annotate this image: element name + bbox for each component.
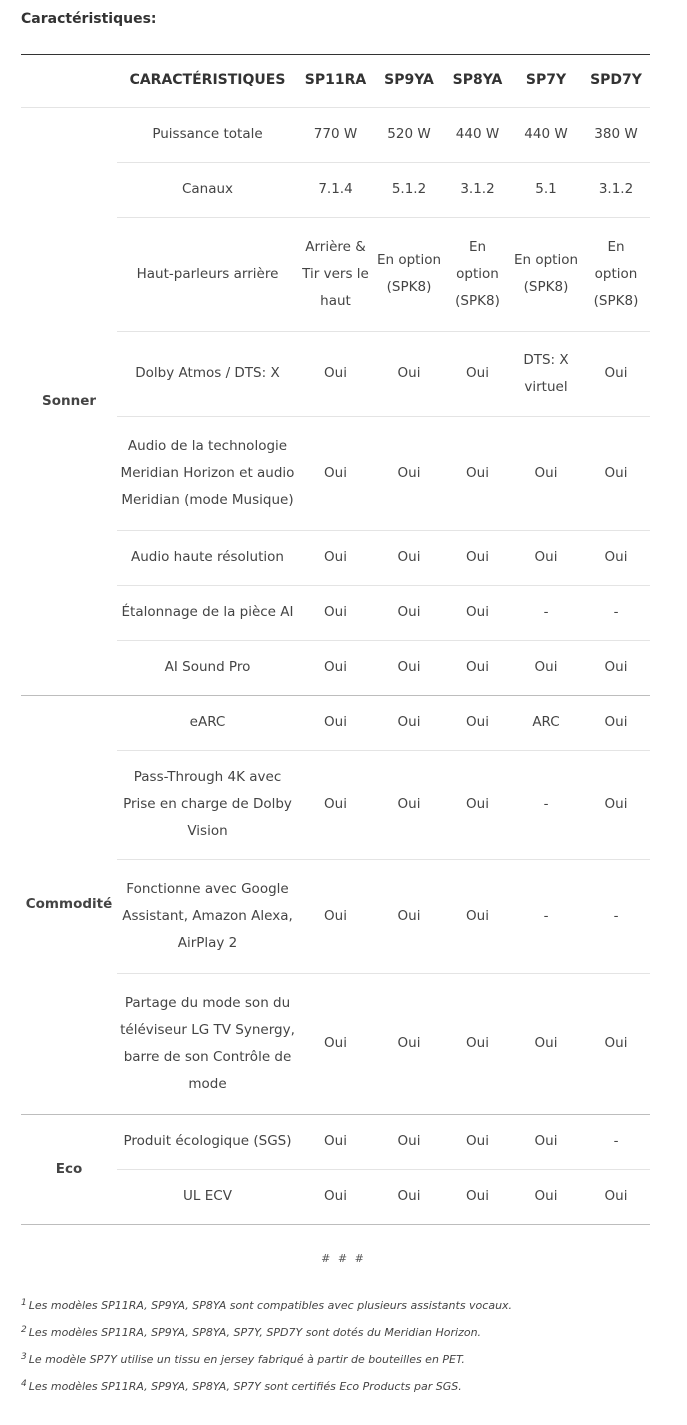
value-cell: Oui — [582, 640, 650, 695]
value-cell: Oui — [298, 750, 373, 859]
value-cell: - — [582, 585, 650, 640]
value-cell: Oui — [582, 750, 650, 859]
value-cell: Oui — [298, 640, 373, 695]
category-cell: Eco — [21, 1114, 117, 1224]
header-empty-cell — [21, 55, 117, 107]
value-cell: - — [582, 1114, 650, 1169]
feature-cell: Partage du mode son du téléviseur LG TV Synergy, barre de son Contrôle de mode — [117, 973, 298, 1114]
feature-cell: Haut-parleurs arrière — [117, 217, 298, 331]
header-model: SPD7Y — [582, 55, 650, 107]
header-model: SP7Y — [510, 55, 582, 107]
feature-cell: AI Sound Pro — [117, 640, 298, 695]
footnotes — [21, 1290, 661, 1398]
feature-cell: Fonctionne avec Google Assistant, Amazon Alexa, AirPlay 2 — [117, 859, 298, 973]
feature-cell: Dolby Atmos / DTS: X — [117, 331, 298, 416]
footnote — [21, 1371, 661, 1398]
feature-cell: Pass-Through 4K avec Prise en charge de Dolby Vision — [117, 750, 298, 859]
value-cell: Oui — [298, 416, 373, 530]
footnote-text: Les modèles SP11RA, SP9YA, SP8YA, SP7Y sont certifiés Eco Products par SGS. — [28, 1380, 462, 1393]
value-cell: Oui — [298, 859, 373, 973]
value-cell: Oui — [582, 416, 650, 530]
value-cell: 3.1.2 — [582, 162, 650, 217]
feature-cell: Audio haute résolution — [117, 530, 298, 585]
value-cell: Oui — [582, 1169, 650, 1224]
value-cell: Oui — [373, 695, 445, 750]
value-cell: Oui — [445, 530, 510, 585]
value-cell: Oui — [445, 1114, 510, 1169]
value-cell: Oui — [510, 973, 582, 1114]
value-cell: En option (SPK8) — [373, 217, 445, 331]
value-cell: Oui — [298, 973, 373, 1114]
value-cell: ARC — [510, 695, 582, 750]
value-cell: Oui — [445, 750, 510, 859]
separator: # # # — [321, 1252, 366, 1265]
value-cell: 7.1.4 — [298, 162, 373, 217]
value-cell: Oui — [373, 1169, 445, 1224]
table-header-row — [21, 55, 650, 107]
footnote — [21, 1344, 661, 1371]
value-cell: 440 W — [510, 107, 582, 162]
category-cell: Commodité — [21, 695, 117, 1114]
value-cell: Oui — [582, 695, 650, 750]
value-cell: - — [582, 859, 650, 973]
value-cell: 3.1.2 — [445, 162, 510, 217]
footnote — [21, 1290, 661, 1317]
value-cell: Oui — [582, 331, 650, 416]
value-cell: Oui — [373, 1114, 445, 1169]
value-cell: Oui — [582, 530, 650, 585]
value-cell: Oui — [510, 530, 582, 585]
footnote — [21, 1317, 661, 1344]
value-cell: Oui — [445, 973, 510, 1114]
value-cell: Oui — [445, 585, 510, 640]
value-cell: Oui — [510, 1169, 582, 1224]
value-cell: - — [510, 859, 582, 973]
value-cell: 5.1 — [510, 162, 582, 217]
value-cell: Oui — [445, 695, 510, 750]
value-cell: 770 W — [298, 107, 373, 162]
value-cell: Oui — [373, 973, 445, 1114]
value-cell: Oui — [373, 331, 445, 416]
value-cell: Oui — [373, 750, 445, 859]
feature-cell: UL ECV — [117, 1169, 298, 1224]
feature-cell: eARC — [117, 695, 298, 750]
value-cell: Oui — [445, 331, 510, 416]
value-cell: Oui — [373, 640, 445, 695]
header-model: SP9YA — [373, 55, 445, 107]
table-row — [21, 107, 650, 162]
value-cell: 380 W — [582, 107, 650, 162]
value-cell: En option (SPK8) — [445, 217, 510, 331]
value-cell: Oui — [510, 640, 582, 695]
footnote-number: 4 — [21, 1379, 27, 1389]
value-cell: Oui — [298, 1114, 373, 1169]
category-cell: Sonner — [21, 107, 117, 695]
value-cell: Oui — [373, 530, 445, 585]
value-cell: 440 W — [445, 107, 510, 162]
feature-cell: Étalonnage de la pièce AI — [117, 585, 298, 640]
footnote-number: 2 — [21, 1325, 27, 1335]
value-cell: - — [510, 585, 582, 640]
header-characteristics: CARACTÉRISTIQUES — [117, 55, 298, 107]
value-cell: Oui — [510, 1114, 582, 1169]
value-cell: 520 W — [373, 107, 445, 162]
value-cell: Oui — [298, 585, 373, 640]
feature-cell: Puissance totale — [117, 107, 298, 162]
table-row — [21, 695, 650, 750]
specs-table — [21, 55, 650, 1225]
value-cell: Oui — [445, 1169, 510, 1224]
value-cell: Oui — [373, 416, 445, 530]
table-body — [21, 107, 650, 1224]
feature-cell: Produit écologique (SGS) — [117, 1114, 298, 1169]
value-cell: Oui — [510, 416, 582, 530]
value-cell: En option (SPK8) — [582, 217, 650, 331]
value-cell: DTS: X virtuel — [510, 331, 582, 416]
footnote-text: Le modèle SP7Y utilise un tissu en jersey fabriqué à partir de bouteilles en PET. — [28, 1353, 465, 1366]
value-cell: Oui — [298, 331, 373, 416]
footnote-text: Les modèles SP11RA, SP9YA, SP8YA, SP7Y, SPD7Y sont dotés du Meridian Horizon. — [28, 1326, 482, 1339]
table-row — [21, 1114, 650, 1169]
page-heading: Caractéristiques: — [21, 11, 157, 27]
value-cell: Oui — [445, 416, 510, 530]
value-cell: Oui — [582, 973, 650, 1114]
value-cell: Oui — [298, 530, 373, 585]
value-cell: Oui — [298, 1169, 373, 1224]
footnote-number: 1 — [21, 1298, 27, 1308]
header-model: SP11RA — [298, 55, 373, 107]
value-cell: Oui — [373, 859, 445, 973]
header-model: SP8YA — [445, 55, 510, 107]
value-cell: - — [510, 750, 582, 859]
footnote-text: Les modèles SP11RA, SP9YA, SP8YA sont compatibles avec plusieurs assistants vocaux. — [28, 1299, 513, 1312]
value-cell: 5.1.2 — [373, 162, 445, 217]
feature-cell: Canaux — [117, 162, 298, 217]
value-cell: Oui — [298, 695, 373, 750]
value-cell: Oui — [445, 640, 510, 695]
footnote-number: 3 — [21, 1352, 27, 1362]
feature-cell: Audio de la technologie Meridian Horizon et audio Meridian (mode Musique) — [117, 416, 298, 530]
value-cell: Arrière & Tir vers le haut — [298, 217, 373, 331]
value-cell: Oui — [373, 585, 445, 640]
value-cell: En option (SPK8) — [510, 217, 582, 331]
value-cell: Oui — [445, 859, 510, 973]
